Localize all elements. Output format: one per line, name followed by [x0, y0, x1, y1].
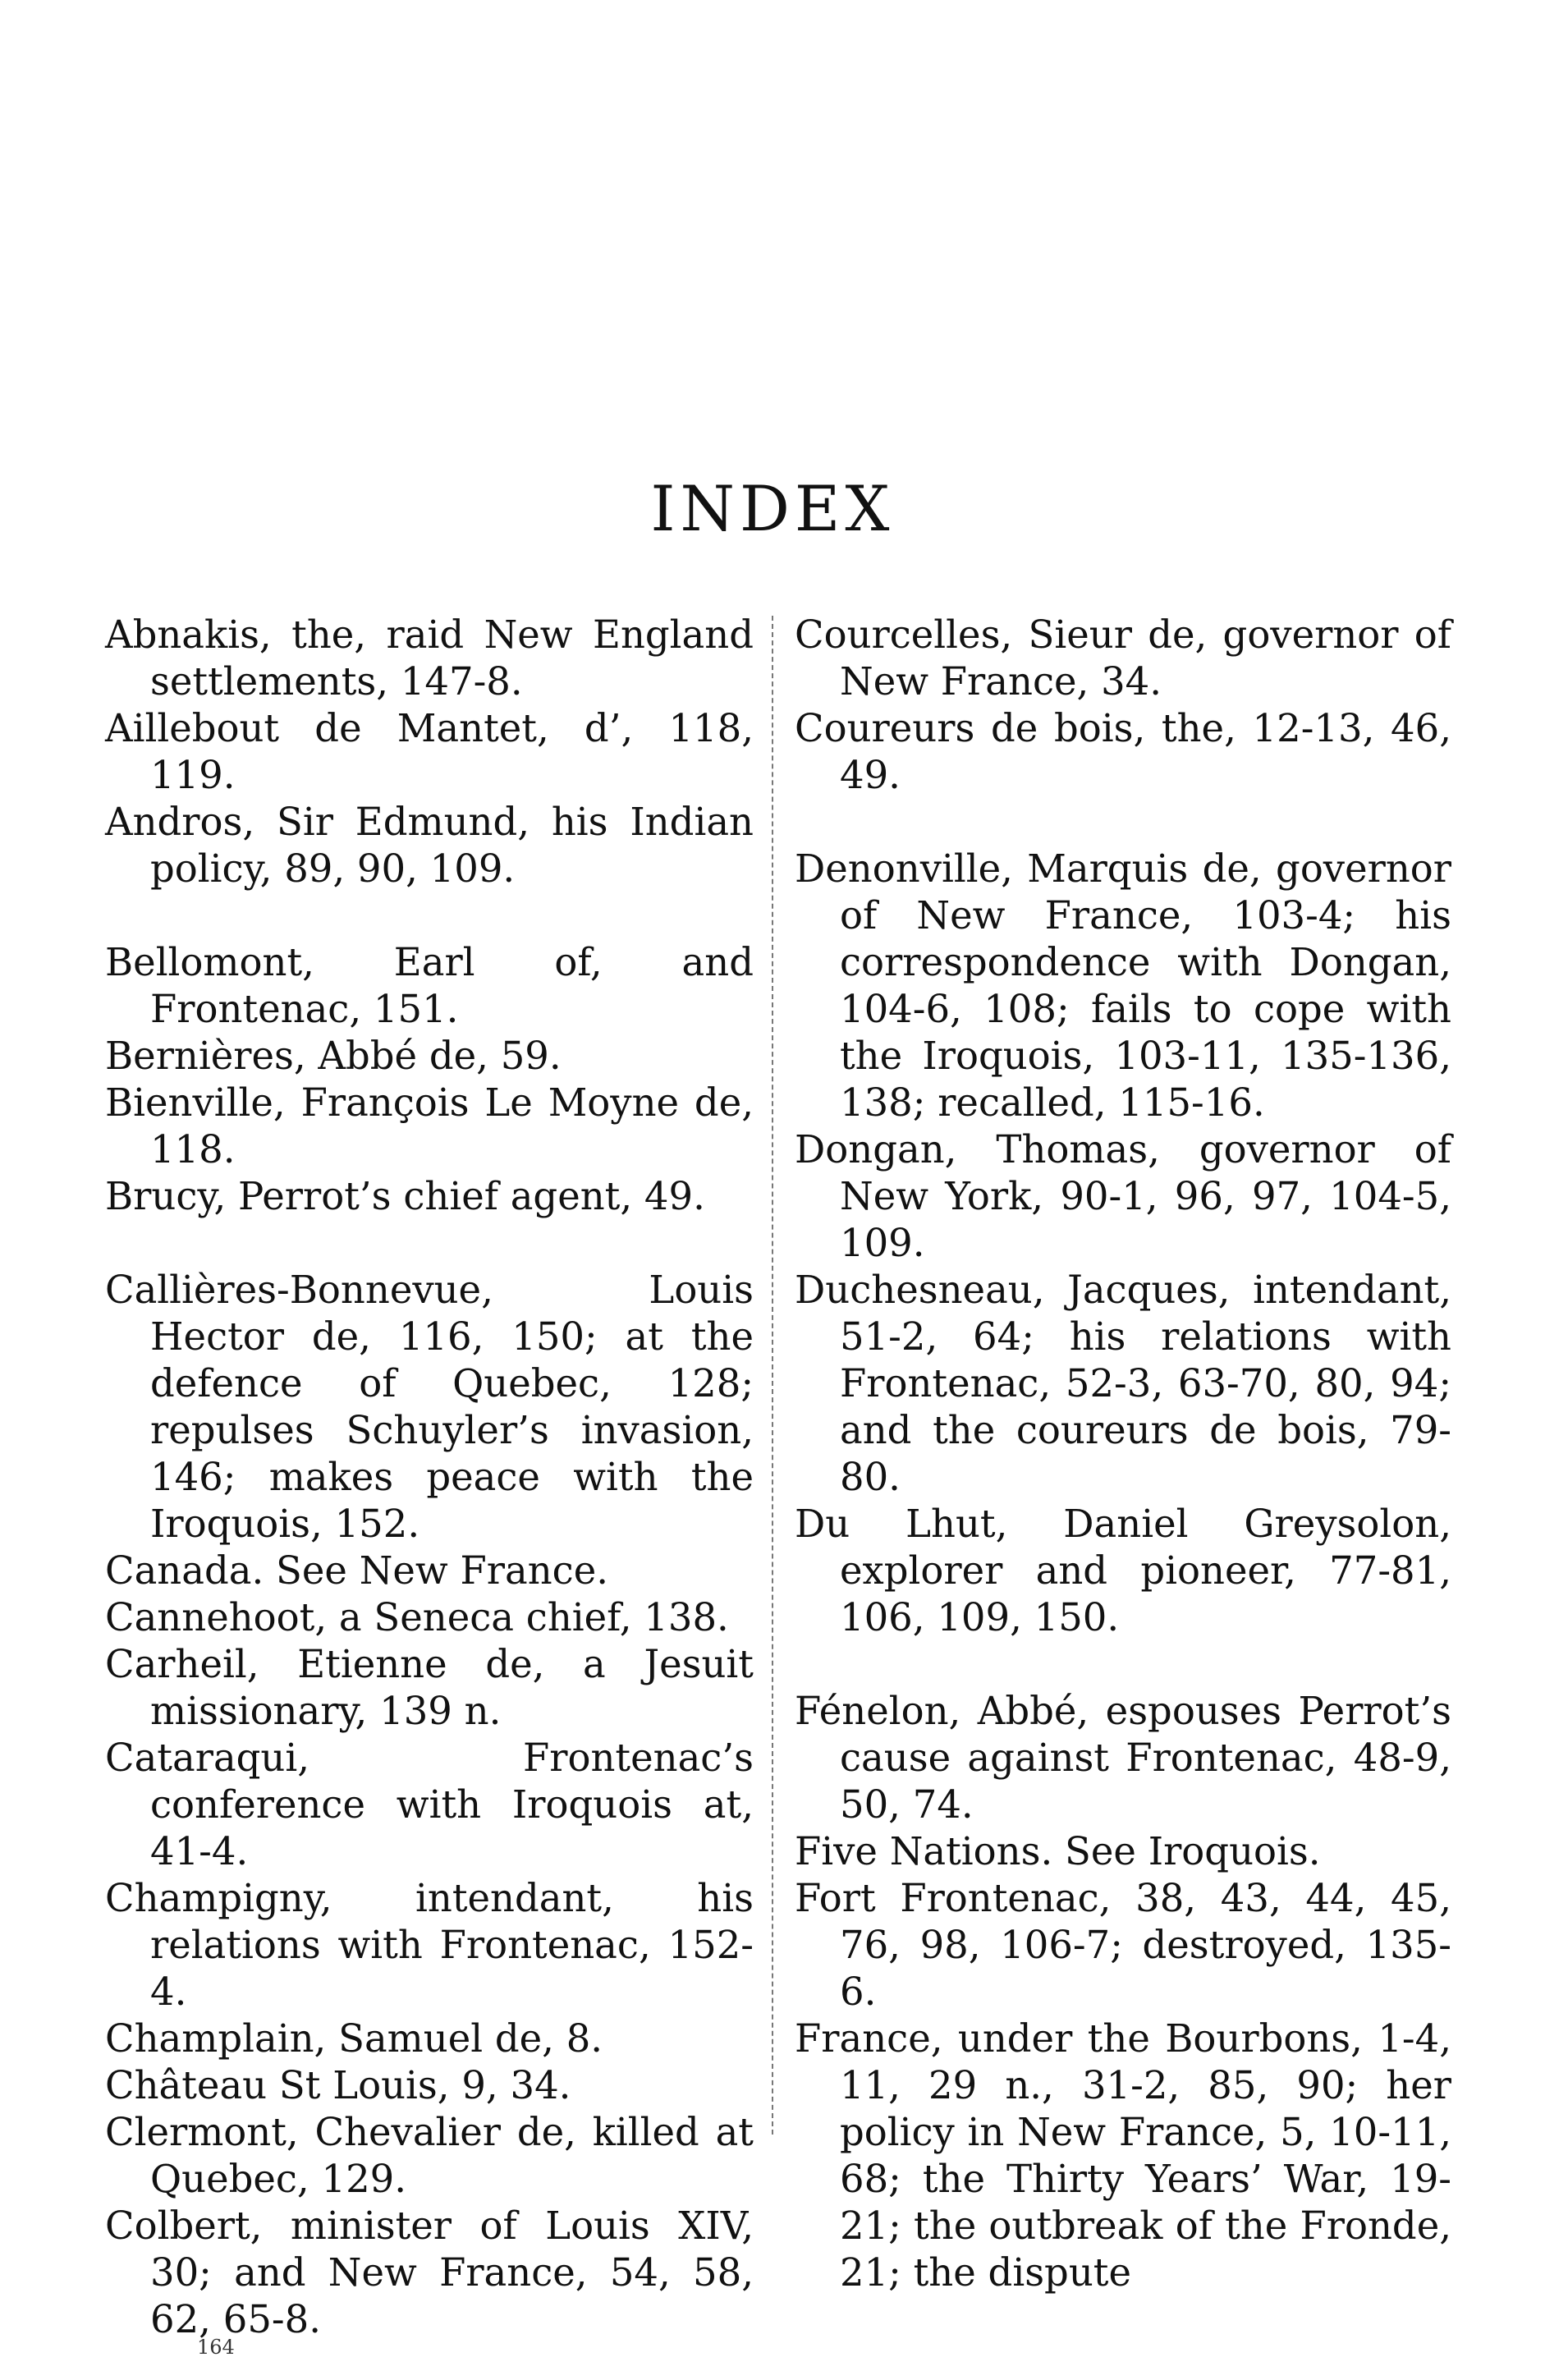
- index-column-left: [105, 612, 754, 2343]
- index-entry: Champlain, Samuel de, 8.: [105, 2016, 603, 2061]
- index-entry: Brucy, Perrot’s chief agent, 49.: [105, 1174, 705, 1218]
- column-divider: [772, 616, 773, 2135]
- index-entry: Fort Frontenac, 38, 43, 44, 45, 76, 98, 106-7; destroyed, 135-6.: [795, 1876, 1451, 2014]
- index-entry: Callières-Bonnevue, Louis Hector de, 116, 150; at the defence of Quebec, 128; repulses Schuyler’s invasion, 146; makes peace with the Iroquois, 152.: [105, 1268, 754, 1546]
- index-entry: Denonville, Marquis de, governor of New France, 103-4; his correspondence with Dongan, 104-6, 108; fails to cope with the Iroquois, 103-11, 135-136, 138; recalled, 115-16.: [795, 846, 1451, 1125]
- index-entry: France, under the Bourbons, 1-4, 11, 29 n., 31-2, 85, 90; her policy in New France, 5, 10-11, 68; the Thirty Years’ War, 19-21; the outbreak of the Fronde, 21; the dispute: [795, 2016, 1451, 2295]
- index-entry: Courcelles, Sieur de, governor of New France, 34.: [795, 612, 1451, 704]
- index-entry: Bernières, Abbé de, 59.: [105, 1034, 562, 1078]
- index-entry: Canada. See New France.: [105, 1548, 608, 1593]
- index-entry: Bellomont, Earl of, and Frontenac, 151.: [105, 940, 754, 1031]
- index-entry: Fénelon, Abbé, espouses Perrot’s cause against Frontenac, 48-9, 50, 74.: [795, 1689, 1451, 1827]
- index-entry: Abnakis, the, raid New England settlements, 147-8.: [105, 612, 754, 704]
- index-entry: Five Nations. See Iroquois.: [795, 1829, 1321, 1873]
- index-entry: Carheil, Etienne de, a Jesuit missionary, 139 n.: [105, 1642, 754, 1733]
- index-entry: Champigny, intendant, his relations with Frontenac, 152-4.: [105, 1876, 754, 2014]
- page-number: 164: [197, 2336, 235, 2359]
- index-entry: Clermont, Chevalier de, killed at Quebec, 129.: [105, 2110, 754, 2201]
- index-entry: Dongan, Thomas, governor of New York, 90-1, 96, 97, 104-5, 109.: [795, 1127, 1451, 1265]
- index-entry: Château St Louis, 9, 34.: [105, 2063, 571, 2107]
- index-entry: Cataraqui, Frontenac’s conference with Iroquois at, 41-4.: [105, 1736, 754, 1873]
- index-entry: Bienville, François Le Moyne de, 118.: [105, 1080, 754, 1172]
- index-entry: Aillebout de Mantet, d’, 118, 119.: [105, 706, 754, 797]
- index-entry: Duchesneau, Jacques, intendant, 51-2, 64; his relations with Frontenac, 52-3, 63-70, 80, 94; and the coureurs de bois, 79-80.: [795, 1268, 1451, 1499]
- page-title: INDEX: [650, 472, 895, 545]
- index-entry: Andros, Sir Edmund, his Indian policy, 89, 90, 109.: [105, 800, 754, 891]
- index-entry: Coureurs de bois, the, 12-13, 46, 49.: [795, 706, 1451, 797]
- index-column-right: [795, 612, 1451, 2296]
- index-entry: Colbert, minister of Louis XIV, 30; and New France, 54, 58, 62, 65-8.: [105, 2203, 754, 2341]
- index-entry: Du Lhut, Daniel Greysolon, explorer and pioneer, 77-81, 106, 109, 150.: [795, 1502, 1451, 1639]
- index-entry: Cannehoot, a Seneca chief, 138.: [105, 1595, 729, 1639]
